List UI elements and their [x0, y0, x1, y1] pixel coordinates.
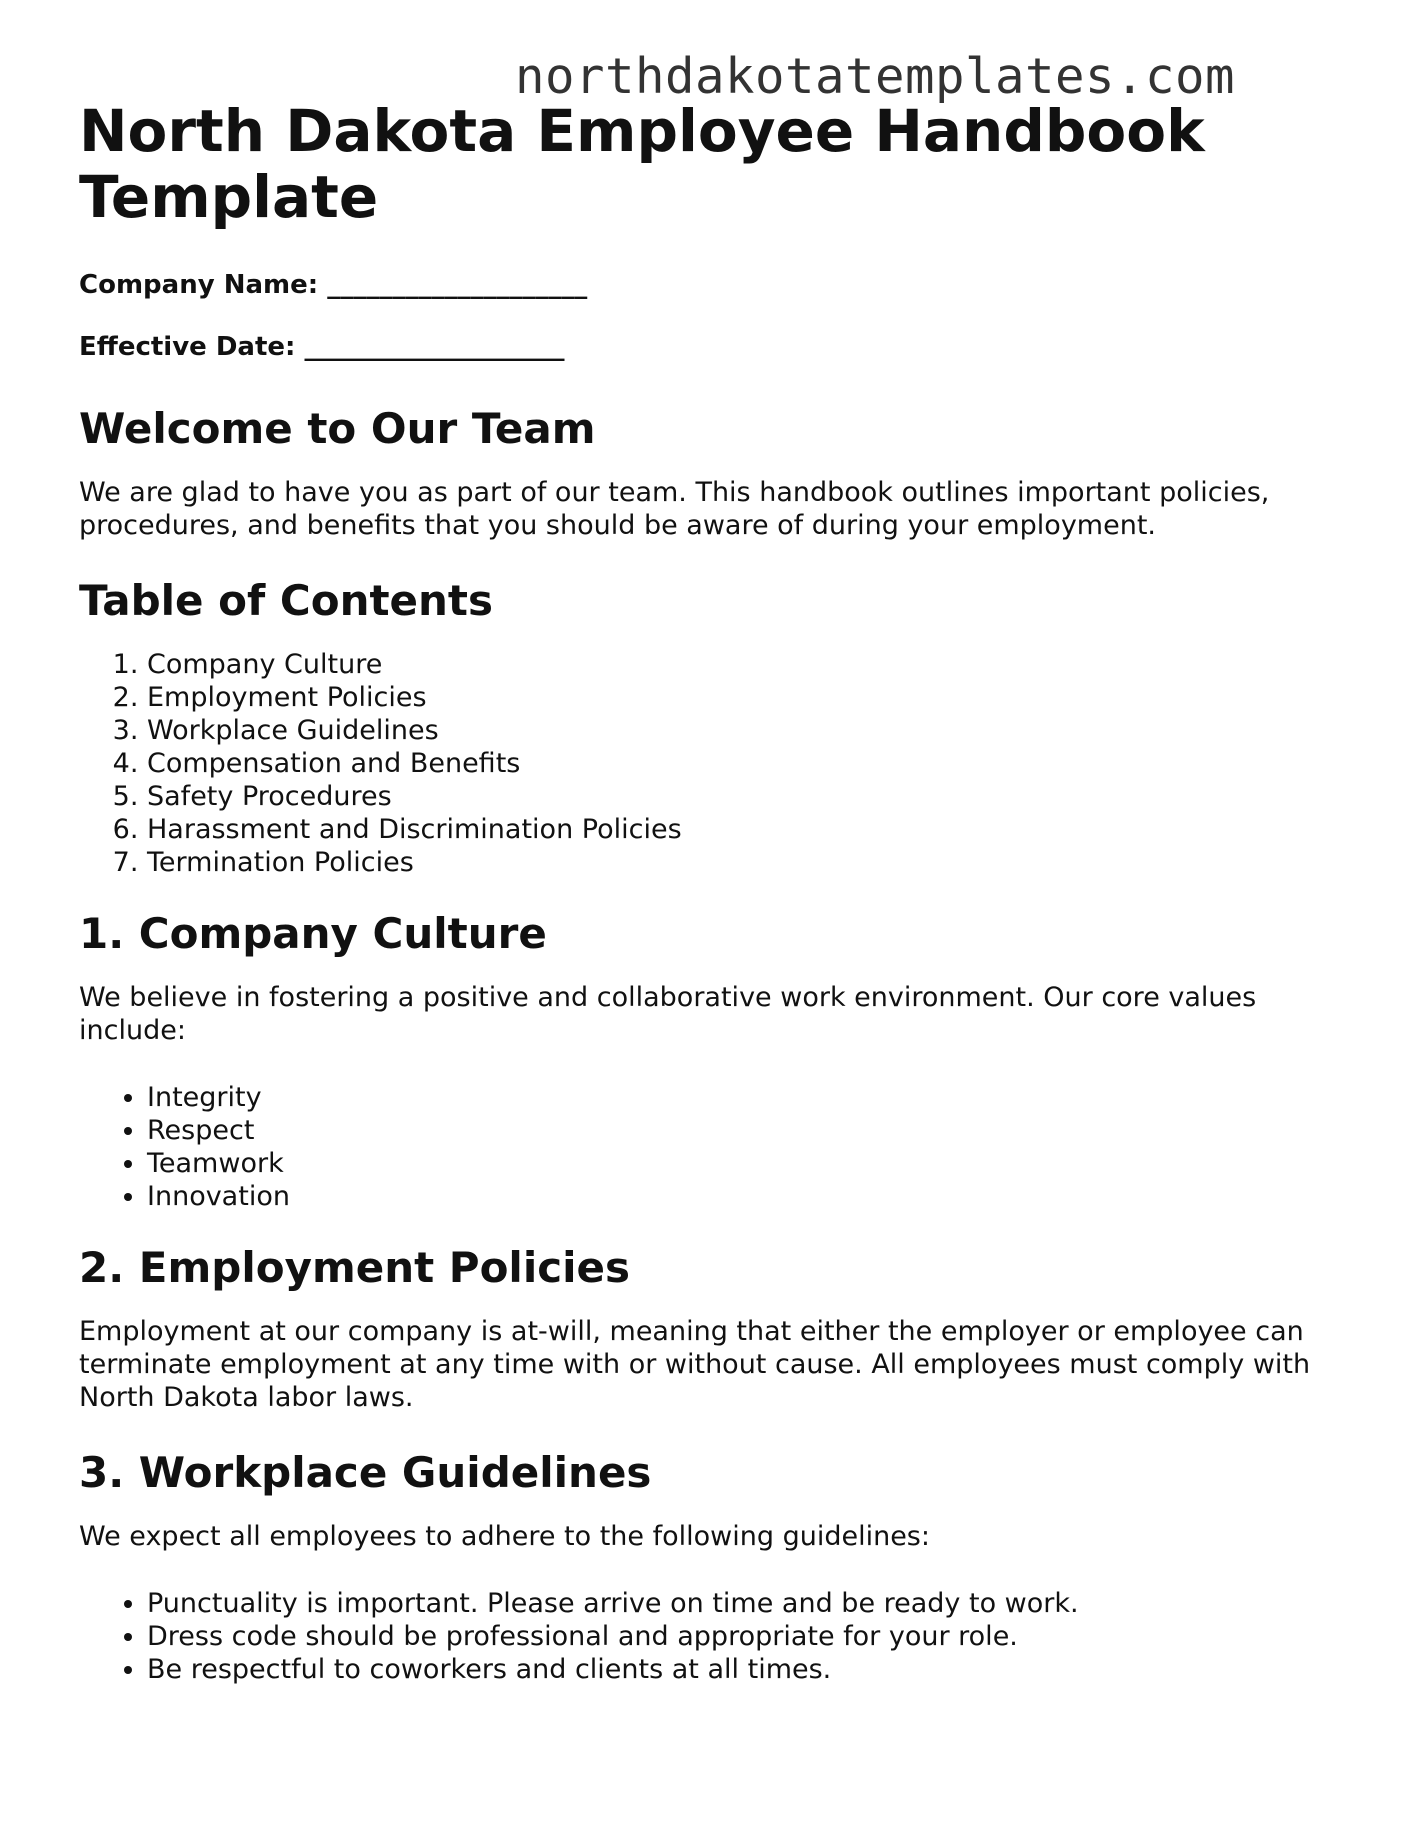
culture-body: We believe in fostering a positive and collaborative work environment. Our core values include: — [79, 982, 1257, 1046]
guidelines-heading: 3. Workplace Guidelines — [79, 1448, 652, 1497]
guideline-item: • Punctuality is important. Please arrive on time and be ready to work. — [147, 1587, 1359, 1620]
guidelines-body: We expect all employees to adhere to the following guidelines: — [79, 1521, 930, 1552]
toc-item: 3. Workplace Guidelines — [147, 714, 1359, 747]
core-value-item: • Innovation — [147, 1180, 1359, 1213]
toc-item: 1. Company Culture — [147, 648, 1359, 681]
toc-item: 7. Termination Policies — [147, 846, 1359, 879]
toc-item: 5. Safety Procedures — [147, 780, 1359, 813]
document-title: North Dakota Employee Handbook Template — [79, 97, 1205, 231]
guideline-item: • Be respectful to coworkers and clients at all times. — [147, 1653, 1359, 1686]
culture-heading: 1. Company Culture — [79, 909, 547, 958]
company-name-blank: ____________________ — [327, 270, 588, 300]
employment-body: Employment at our company is at-will, meaning that either the employer or employee can terminate employment at any time with or without cause. All employees must comply with North Dakota labor laws. — [79, 1316, 1311, 1413]
effective-date-field — [79, 332, 1359, 362]
welcome-body: We are glad to have you as part of our team. This handbook outlines important policies, procedures, and benefits that you should be aware of during your employment. — [79, 477, 1270, 541]
toc-list — [79, 648, 1359, 879]
toc-item: 4. Compensation and Benefits — [147, 747, 1359, 780]
guideline-item: • Dress code should be professional and appropriate for your role. — [147, 1620, 1359, 1653]
toc-heading: Table of Contents — [79, 576, 494, 625]
company-name-label: Company Name: — [79, 270, 328, 300]
core-values-list — [79, 1081, 1359, 1213]
core-value-item: • Respect — [147, 1114, 1359, 1147]
guidelines-list — [79, 1587, 1359, 1686]
toc-item: 2. Employment Policies — [147, 681, 1359, 714]
effective-date-label: Effective Date: — [79, 332, 305, 362]
toc-item: 6. Harassment and Discrimination Policies — [147, 813, 1359, 846]
core-value-item: • Teamwork — [147, 1147, 1359, 1180]
welcome-heading: Welcome to Our Team — [79, 404, 596, 453]
company-name-field — [79, 270, 1359, 300]
watermark-site-name: northdakotatemplates.com — [515, 48, 1236, 105]
core-value-item: • Integrity — [147, 1081, 1359, 1114]
effective-date-blank: ____________________ — [304, 332, 565, 362]
document-page — [79, 98, 1359, 1716]
employment-heading: 2. Employment Policies — [79, 1243, 631, 1292]
